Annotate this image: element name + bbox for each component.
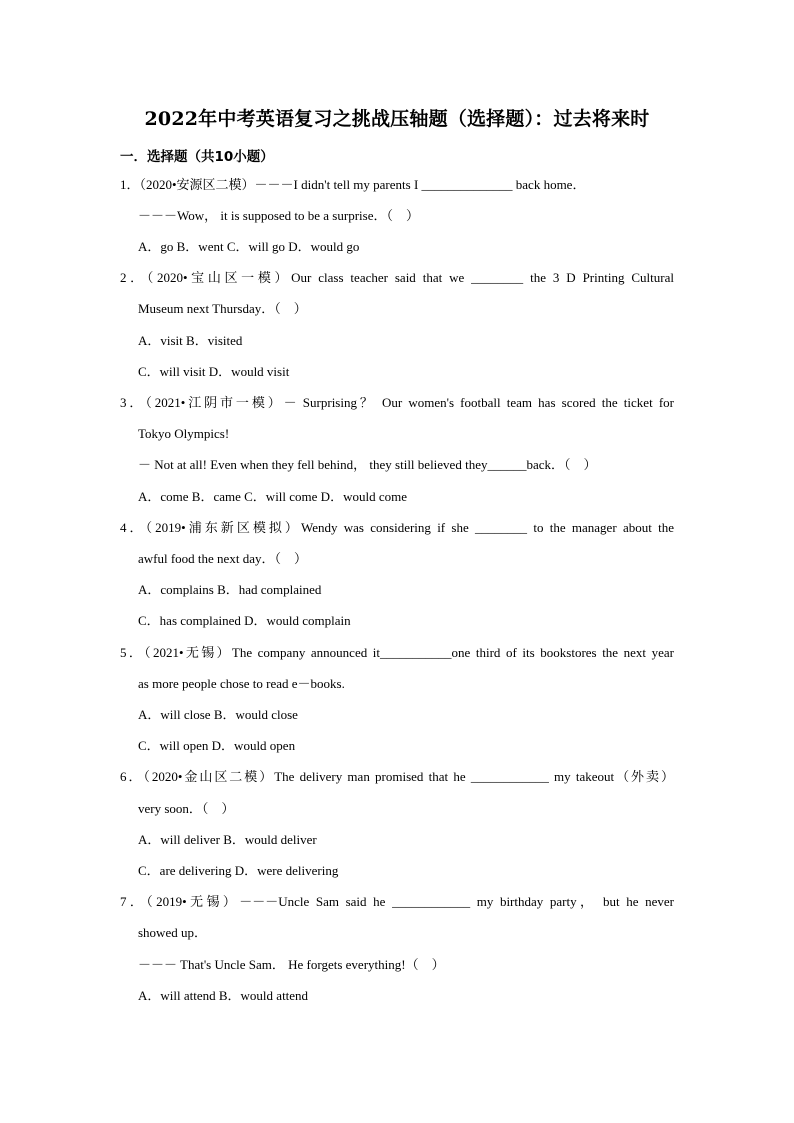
question-3-dialogue: － Not at all! Even when they fell behind， they still believed they______back．（ ）	[138, 457, 597, 472]
question-2-options-ab: A．visit B．visited	[138, 333, 243, 348]
question-3-stem-cont: Tokyo Olympics!	[138, 426, 230, 441]
question-3-options: A．come B．came C．will come D．would come	[138, 489, 407, 504]
question-4-options-cd: C．has complained D．would complain	[138, 613, 351, 628]
question-6-stem-cont: very soon．（ ）	[138, 801, 235, 816]
question-5-options-cd: C．will open D．would open	[138, 738, 296, 753]
question-6-options-cd: C．are delivering D．were delivering	[138, 863, 339, 878]
question-7-stem-cont: showed up．	[138, 925, 207, 940]
question-4-stem-cont: awful food the next day．（ ）	[138, 551, 307, 566]
section-heading: 一．选择题（共10小题）	[120, 149, 274, 165]
question-7-dialogue: －－－ That's Uncle Sam． He forgets everything!（ ）	[138, 957, 445, 972]
question-6-options-ab: A．will deliver B．would deliver	[138, 832, 317, 847]
document-title: 2022年中考英语复习之挑战压轴题（选择题）：过去将来时	[144, 108, 650, 130]
question-1-stem: 1．（2020•安源区二模）－－－I didn't tell my parents I ______________ back home．	[120, 177, 586, 192]
question-2-stem-cont: Museum next Thursday．（ ）	[138, 301, 307, 316]
question-1-options: A．go B．went C．will go D．would go	[138, 239, 360, 254]
question-7-options-ab: A．will attend B．would attend	[138, 988, 309, 1003]
question-4-options-ab: A．complains B．had complained	[138, 582, 322, 597]
question-2-stem: 2．（2020•宝山区一模）Our class teacher said that we ________ the 3 D Printing Cultural	[120, 270, 674, 285]
question-2-options-cd: C．will visit D．would visit	[138, 364, 290, 379]
question-5-stem: 5．（2021•无锡）The company announced it___________one third of its bookstores the next year	[120, 645, 674, 660]
question-7-stem: 7．（2019•无锡）－－－Uncle Sam said he ____________ my birthday party， but he never	[120, 894, 674, 909]
question-5-stem-cont: as more people chose to read e－books.	[138, 676, 345, 691]
question-1-dialogue: －－－Wow， it is supposed to be a surprise．（ ）	[138, 208, 419, 223]
question-5-options-ab: A．will close B．would close	[138, 707, 298, 722]
question-3-stem: 3．（2021•江阴市一模）－ Surprising？ Our women's football team has scored the ticket for	[120, 395, 674, 410]
question-6-stem: 6．（2020•金山区二模）The delivery man promised that he ____________ my takeout（外卖）	[120, 769, 674, 784]
question-4-stem: 4．（2019•浦东新区模拟）Wendy was considering if she ________ to the manager about the	[120, 520, 674, 535]
